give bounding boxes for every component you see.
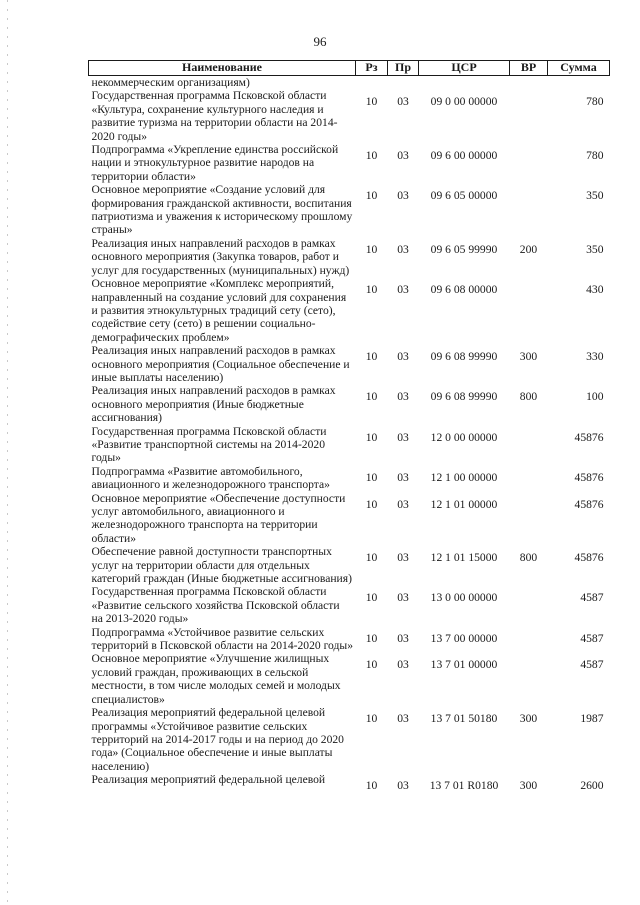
cell-sum: 780 (586, 149, 604, 163)
cell-pr: 03 (397, 551, 409, 565)
cell-pr: 03 (397, 430, 409, 444)
table-row (89, 626, 610, 653)
cell-pr: 03 (397, 658, 409, 672)
cell-csr: 09 6 05 99990 (430, 242, 498, 256)
header-sum: Сумма (548, 61, 610, 76)
cell-rz: 10 (365, 189, 378, 203)
cell-rz: 10 (365, 631, 378, 645)
table-row (89, 237, 610, 277)
cell-csr: 13 7 00 00000 (430, 631, 498, 645)
table-row (89, 706, 610, 773)
table-row (89, 492, 610, 546)
cell-vr (510, 652, 548, 706)
header-vr: ВР (510, 61, 548, 76)
cell-vr: 300 (519, 712, 538, 726)
cell-sum: 350 (586, 242, 604, 256)
cell-sum: 45876 (574, 470, 604, 484)
cell-csr: 12 1 00 00000 (430, 470, 498, 484)
cell-sum: 2600 (580, 779, 604, 793)
cell-rz: 10 (365, 551, 378, 565)
cell-sum: 430 (586, 283, 604, 297)
table-row (89, 545, 610, 585)
table-row (89, 277, 610, 344)
cell-vr: 300 (519, 350, 538, 364)
cell-sum: 4587 (580, 658, 604, 672)
cell-sum: 45876 (574, 430, 604, 444)
cell-pr: 03 (397, 591, 409, 605)
cell-sum: 350 (586, 189, 604, 203)
cell-csr: 12 1 01 00000 (430, 497, 498, 511)
cell-vr: 300 (519, 779, 538, 793)
cell-name: Государственная программа Псковской области «Развитие сельского хозяйства Псковской области на 2013-2020 годы» (91, 585, 340, 626)
cell-name: Реализация мероприятий федеральной целевой программы «Устойчивое развитие сельских территорий на 2014-2017 годы и на период до 2020 года» (Социальное обеспечение и иные выплаты населению) (91, 706, 344, 773)
cell-vr (510, 425, 548, 465)
table-row (89, 143, 610, 183)
cell-vr: 200 (519, 242, 538, 256)
cell-csr: 09 6 08 99990 (430, 390, 498, 404)
cell-csr: 13 0 00 00000 (430, 591, 498, 605)
cell-csr: 13 7 01 R0180 (429, 779, 499, 793)
cell-csr (419, 76, 510, 90)
cell-csr: 12 1 01 15000 (430, 551, 498, 565)
cell-rz: 10 (365, 242, 378, 256)
cell-csr: 12 0 00 00000 (430, 430, 498, 444)
page-number: 96 (313, 34, 327, 49)
cell-vr (510, 183, 548, 237)
cell-vr: 800 (519, 551, 538, 565)
cell-vr: 800 (519, 390, 538, 404)
cell-rz: 10 (365, 497, 378, 511)
table-row (89, 652, 610, 706)
cell-rz (356, 76, 388, 90)
cell-sum: 330 (586, 350, 604, 364)
cell-csr: 09 6 08 99990 (430, 350, 498, 364)
cell-rz: 10 (365, 430, 378, 444)
cell-rz: 10 (365, 95, 378, 109)
cell-pr: 03 (397, 95, 409, 109)
cell-rz: 10 (365, 779, 378, 793)
cell-name: Подпрограмма «Развитие автомобильного, авиационного и железнодорожного транспорта» (91, 464, 330, 492)
cell-pr: 03 (397, 497, 409, 511)
table-header-row (89, 61, 610, 76)
cell-vr (510, 89, 548, 143)
cell-rz: 10 (365, 390, 378, 404)
cell-rz: 10 (365, 591, 378, 605)
table-row (89, 344, 610, 384)
cell-name: Подпрограмма «Устойчивое развитие сельских территорий в Псковской области на 2014-2020 годы» (91, 625, 354, 653)
cell-csr: 09 0 00 00000 (430, 95, 498, 109)
cell-csr: 09 6 00 00000 (430, 149, 498, 163)
cell-rz: 10 (365, 470, 378, 484)
header-rz: Рз (356, 61, 388, 76)
cell-pr: 03 (397, 712, 409, 726)
cell-csr: 09 6 05 00000 (430, 189, 498, 203)
cell-vr (510, 492, 548, 546)
cell-sum: 45876 (574, 497, 604, 511)
table-row (89, 425, 610, 465)
cell-sum (548, 76, 610, 90)
budget-table (88, 60, 610, 793)
cell-name: Подпрограмма «Укрепление единства российской нации и этнокультурное развитие народов на территории области» (91, 143, 339, 183)
cell-name: Реализация мероприятий федеральной целевой (91, 773, 326, 787)
cell-name: Основное мероприятие «Создание условий для формирования гражданской активности, воспитания патриотизма и уважения к историческому прошлому страны» (91, 183, 353, 237)
cell-name: Государственная программа Псковской области «Культура, сохранение культурного наследия и развитие туризма на территории области на 2014-2020 годы» (91, 89, 338, 143)
cell-name: Государственная программа Псковской области «Развитие транспортной системы на 2014-2020 годы» (91, 424, 327, 465)
cell-name: Реализация иных направлений расходов в рамках основного мероприятия (Иные бюджетные ассигнования) (91, 384, 336, 425)
cell-name: некоммерческим организациям) (91, 76, 250, 89)
cell-pr: 03 (397, 390, 409, 404)
cell-csr: 09 6 08 00000 (430, 283, 498, 297)
cell-vr (510, 585, 548, 625)
cell-vr (510, 277, 548, 344)
cell-vr (510, 465, 548, 492)
cell-sum: 780 (586, 95, 604, 109)
header-name: Наименование (89, 61, 356, 76)
table-row (89, 585, 610, 625)
cell-pr: 03 (397, 283, 409, 297)
cell-pr (388, 76, 419, 90)
scan-margin-marks (7, 0, 8, 905)
cell-csr: 13 7 01 00000 (430, 658, 498, 672)
cell-pr: 03 (397, 631, 409, 645)
table-row (89, 773, 610, 792)
cell-pr: 03 (397, 242, 409, 256)
cell-name: Основное мероприятие «Улучшение жилищных условий граждан, проживающих в сельской местности, в том числе молодых семей и молодых специалистов» (91, 652, 341, 706)
cell-csr: 13 7 01 50180 (430, 712, 498, 726)
table-row (89, 89, 610, 143)
table-row (89, 465, 610, 492)
cell-sum: 1987 (580, 712, 604, 726)
cell-vr (510, 76, 548, 90)
cell-rz: 10 (365, 712, 378, 726)
header-pr: Пр (388, 61, 419, 76)
cell-name: Основное мероприятие «Комплекс мероприятий, направленный на создание условий для сохранения и развития этнокультурных традиций сету (сето), содействие сету (сето) в решении социально-демографических проблем» (91, 277, 347, 344)
cell-sum: 4587 (580, 631, 604, 645)
table-row (89, 76, 610, 90)
cell-pr: 03 (397, 779, 409, 793)
cell-rz: 10 (365, 350, 378, 364)
cell-sum: 45876 (574, 551, 604, 565)
cell-name: Реализация иных направлений расходов в рамках основного мероприятия (Социальное обеспечение и иные выплаты населению) (91, 344, 350, 384)
cell-pr: 03 (397, 350, 409, 364)
table-row (89, 384, 610, 424)
table-row (89, 183, 610, 237)
cell-name: Реализация иных направлений расходов в рамках основного мероприятия (Закупка товаров, работ и услуг для государственных (муниципальных) нужд) (91, 236, 350, 277)
cell-sum: 100 (586, 390, 604, 404)
cell-name: Основное мероприятие «Обеспечение доступности услуг автомобильного, авиационного и железнодорожного транспорта на территории области» (91, 491, 346, 545)
cell-vr (510, 143, 548, 183)
cell-pr: 03 (397, 470, 409, 484)
cell-name: Обеспечение равной доступности транспортных услуг на территории области для отдельных категорий граждан (Иные бюджетные ассигнования) (91, 545, 352, 586)
cell-pr: 03 (397, 189, 409, 203)
cell-rz: 10 (365, 283, 378, 297)
header-csr: ЦСР (419, 61, 510, 76)
cell-rz: 10 (365, 149, 378, 163)
cell-pr: 03 (397, 149, 409, 163)
cell-rz: 10 (365, 658, 378, 672)
table-body (89, 76, 610, 793)
cell-sum: 4587 (580, 591, 604, 605)
cell-vr (510, 626, 548, 653)
